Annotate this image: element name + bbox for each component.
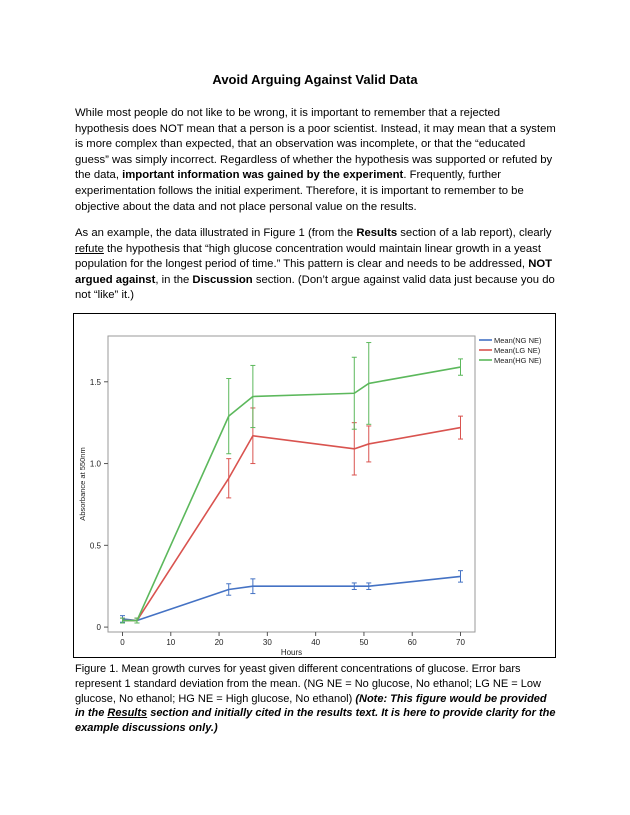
paragraph-2-results: Results [356,227,398,239]
paragraph-2-refute: refute [75,242,104,255]
paragraph-1-text-a: While most people do not like to be wrong, it is important to remember that a rejected hypothesis does NOT mean that a person is a poor scientist. Instead, it may mean that a system is more complex than expected, that an observation was incomplete, or that the “educated guess” was simply incorrect. Regardless of whether the hypothesis was supported or refuted by the data, [75,107,556,182]
plot-frame [108,336,475,632]
caption-note-end: section and initially cited in the results text. It is here to provide clarity for the example discussions only.) [75,707,556,735]
paragraph-2-text-i: section. (Don’t argue against valid data just because you do not “like” it.) [75,273,555,302]
y-tick-label: 0.5 [89,541,101,551]
series-line-2 [122,428,460,621]
y-axis-label: Absorbance at 550nm [78,447,87,521]
x-tick-label: 40 [311,638,321,647]
figure-1 [73,313,556,658]
x-tick-label: 30 [262,638,272,647]
paragraph-1 [75,106,557,215]
paragraph-2-text-g: , in the [155,273,193,286]
paragraph-2-text-a: As an example, the data illustrated in Figure 1 (from the [75,227,357,239]
y-tick-label: 1.0 [89,459,101,469]
paragraph-2-text-e: the hypothesis that “high glucose concentration would maintain linear growth in a yeast population for the longest period of time.” This pattern is clear and needs to be addressed, [75,242,541,271]
x-axis-label: Hours [280,648,303,657]
legend-label-2: Mean(LG NE) [494,346,541,355]
paragraph-2-text-c: section of a lab report), clearly [397,227,552,239]
y-tick-label: 0 [96,623,101,633]
legend-label-3: Mean(HG NE) [494,356,542,365]
page-title: Avoid Arguing Against Valid Data [212,72,418,87]
figure-caption [75,662,557,736]
y-tick-label: 1.5 [89,377,101,387]
caption-text: Figure 1. Mean growth curves for yeast given different concentrations of glucose. Error bars represent 1 standard deviation from the mean. (NG NE = No glucose, No ethanol; LG NE = Low glucose, No ethanol; HG NE = High glucose, No ethanol) [75,663,541,705]
x-tick-label: 20 [214,638,224,647]
x-tick-label: 10 [166,638,176,647]
paragraph-1-text-c: . Frequently, further experimentation follows the initial experiment. Therefore, it is important to remember to be objective about the data and not place personal value on the results. [75,169,524,213]
x-tick-label: 0 [120,638,125,647]
paragraph-2-not-argued: NOT argued against [75,258,553,286]
paragraph-2-discussion: Discussion [192,273,253,286]
x-tick-label: 70 [456,638,465,647]
growth-chart [74,314,555,657]
series-line-1 [122,576,460,620]
x-tick-label: 60 [407,638,417,647]
paragraph-2 [75,226,557,304]
caption-note-results: Results [107,707,148,720]
legend-label-1: Mean(NG NE) [494,336,542,345]
caption-note: (Note: This figure would be provided in the [75,692,547,720]
x-tick-label: 50 [359,638,369,647]
paragraph-1-emphasis: important information was gained by the experiment [122,169,404,182]
